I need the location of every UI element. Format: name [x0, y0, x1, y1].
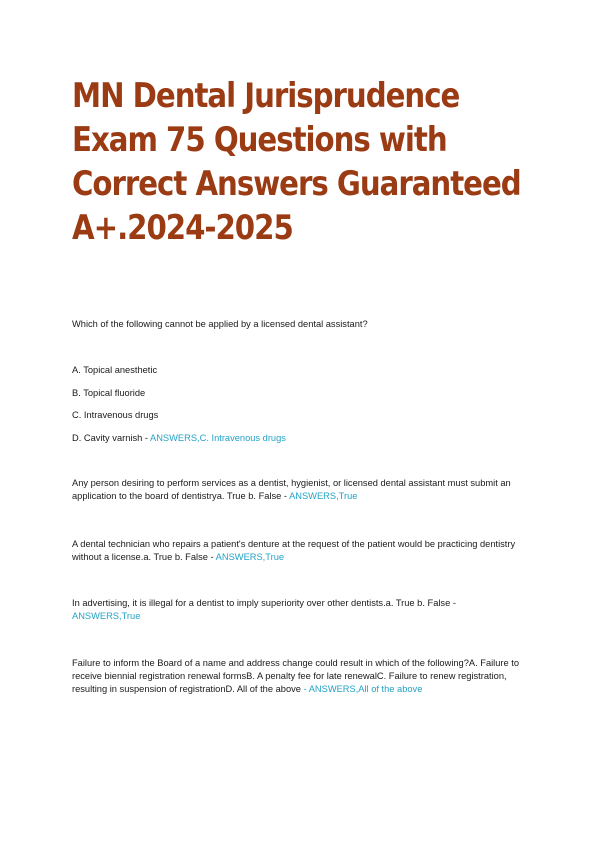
question-5-text: Failure to inform the Board of a name and address change could result in which of the following?A. Failure to receive biennial registration renewal formsB. A penalty fee for late renewalC. Failure to renew registration, resulting in suspension of registrationD. All of the above	[72, 658, 520, 694]
question-2-text: Any person desiring to perform services as a dentist, hygienist, or licensed dental assistant must submit an application to the board of dentistrya. True b. False -	[72, 478, 511, 501]
question-3	[72, 538, 527, 564]
question-1-option-a: A. Topical anesthetic	[72, 365, 158, 375]
question-2	[72, 477, 527, 503]
question-4-text: In advertising, it is illegal for a dentist to imply superiority over other dentists.a. True b. False -	[72, 598, 456, 608]
question-1-option-d-text: D. Cavity varnish -	[72, 433, 151, 443]
question-1-option-b: B. Topical fluoride	[72, 388, 146, 398]
question-5-answer: - ANSWERS,All of the above	[303, 684, 423, 694]
question-4	[72, 597, 502, 623]
question-1-option-d	[72, 432, 527, 445]
question-1-option-c: C. Intravenous drugs	[72, 410, 159, 420]
question-4-answer: ANSWERS,True	[72, 611, 141, 621]
question-5	[72, 657, 520, 696]
question-3-text: A dental technician who repairs a patient's denture at the request of the patient would be practicing dentistry without a license.a. True b. False -	[72, 539, 516, 562]
question-1-answer: ANSWERS,C. Intravenous drugs	[150, 433, 286, 443]
document-title: MN Dental Jurisprudence Exam 75 Questions with Correct Answers Guaranteed A+.2024-2025	[72, 76, 521, 248]
question-1-text: Which of the following cannot be applied by a licensed dental assistant?	[72, 319, 368, 329]
question-2-answer: ANSWERS,True	[289, 491, 358, 501]
question-3-answer: ANSWERS,True	[215, 552, 285, 562]
